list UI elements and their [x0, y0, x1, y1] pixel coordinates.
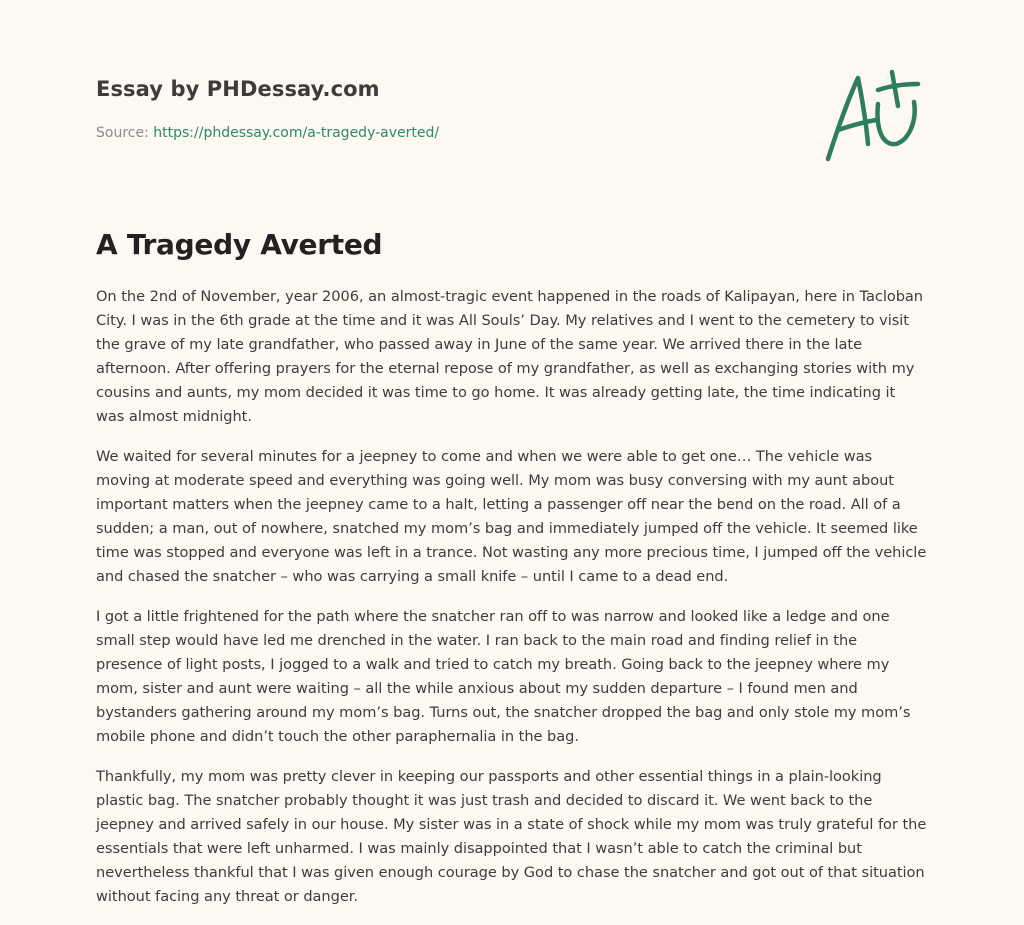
page-header [96, 74, 696, 143]
essay-title: A Tragedy Averted [96, 228, 383, 261]
essay-paragraph: I got a little frightened for the path where the snatcher ran off to was narrow and looked like a ledge and one small step would have led me drenched in the water. I ran back to the main road and finding relief in the presence of light posts, I jogged to a walk and tried to catch my breath. Going back to the jeepney where my mom, sister and aunt were waiting – all the while anxious about my sudden departure – I found men and bystanders gathering around my mom’s bag. Turns out, the snatcher dropped the bag and only stole my mom’s mobile phone and didn’t touch the other paraphernalia in the bag. [96, 608, 911, 745]
essay-paragraph: Thankfully, my mom was pretty clever in keeping our passports and other essential things in a plain-looking plastic bag. The snatcher probably thought it was just trash and decided to discard it. We went back to the jeepney and arrived safely in our house. My sister was in a state of shock while my mom was truly grateful for the essentials that were left unharmed. I was mainly disappointed that I wasn’t able to catch the criminal but nevertheless thankful that I was given enough courage by God to chase the snatcher and got out of that situation without facing any threat or danger. [96, 768, 927, 905]
source-link[interactable]: https://phdessay.com/a-tragedy-averted/ [153, 125, 440, 141]
site-title: Essay by PHDessay.com [96, 77, 380, 101]
source-label: Source: [96, 125, 154, 141]
a-plus-logo-icon [818, 64, 938, 168]
essay-body [96, 285, 928, 925]
source-line [96, 123, 696, 143]
essay-paragraph: On the 2nd of November, year 2006, an almost-tragic event happened in the roads of Kalipayan, here in Tacloban City. I was in the 6th grade at the time and it was All Souls’ Day. My relatives and I went to the cemetery to visit the grave of my late grandfather, who passed away in June of the same year. We arrived there in the late afternoon. After offering prayers for the eternal repose of my grandfather, as well as exchanging stories with my cousins and aunts, my mom decided it was time to go home. It was already getting late, the time indicating it was almost midnight. [96, 288, 924, 425]
essay-paragraph: We waited for several minutes for a jeepney to come and when we were able to get one… The vehicle was moving at moderate speed and everything was going well. My mom was busy conversing with my aunt about important matters when the jeepney came to a halt, letting a passenger off near the bend on the road. All of a sudden; a man, out of nowhere, snatched my mom’s bag and immediately jumped off the vehicle. It seemed like time was stopped and everyone was left in a trance. Not wasting any more precious time, I jumped off the vehicle and chased the snatcher – who was carrying a small knife – until I came to a dead end. [96, 448, 927, 585]
